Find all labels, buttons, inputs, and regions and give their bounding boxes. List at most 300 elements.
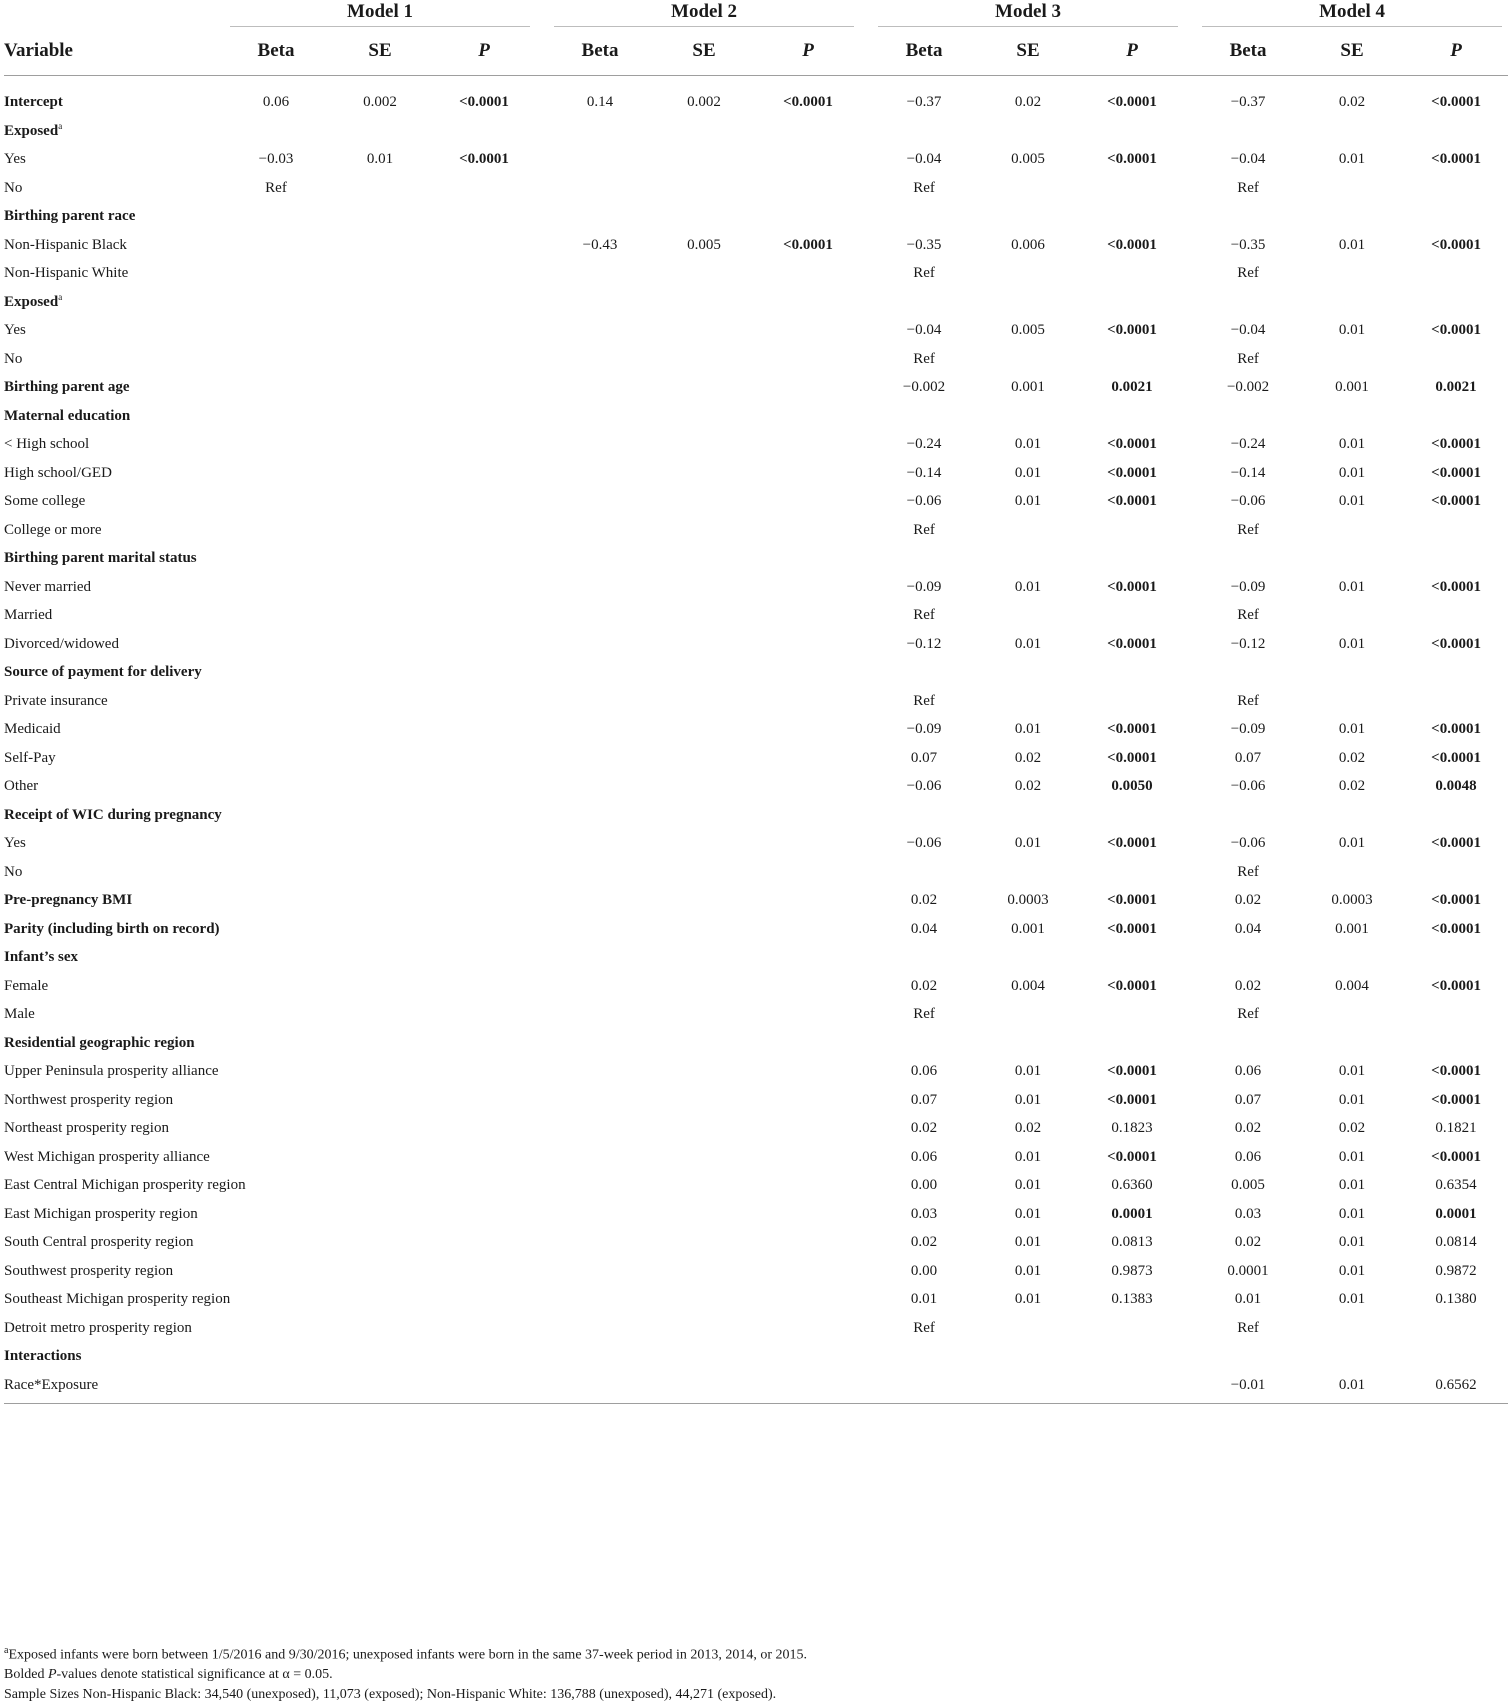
variable-label: College or more xyxy=(4,521,102,538)
se-cell xyxy=(976,345,1080,374)
table-row xyxy=(4,402,1508,431)
se-cell: 0.01 xyxy=(1338,151,1366,167)
se-cell xyxy=(652,972,756,1001)
se-cell xyxy=(652,459,756,488)
beta-cell xyxy=(548,1314,652,1343)
p-value-cell: 0.0001 xyxy=(1111,1205,1153,1222)
regression-table xyxy=(4,0,1508,1404)
p-value-cell: 0.0021 xyxy=(1435,379,1477,395)
beta-cell xyxy=(224,1200,328,1229)
model-3-header: Model 3 xyxy=(872,0,1184,27)
se-cell: 0.01 xyxy=(1014,436,1042,452)
beta-cell xyxy=(224,345,328,374)
p-value-cell xyxy=(432,117,536,146)
beta-cell: 0.02 xyxy=(910,1234,938,1250)
footnote-significance: Bolded P-values denote statistical significance at α = 0.05. xyxy=(4,1667,333,1683)
table-row xyxy=(4,1000,1508,1029)
se-cell: 0.01 xyxy=(1014,578,1042,595)
se-header: SE xyxy=(976,27,1080,76)
p-value-cell xyxy=(756,658,860,687)
se-cell xyxy=(328,1285,432,1314)
table-footnotes xyxy=(4,1641,1464,1704)
p-value-cell xyxy=(1080,174,1184,203)
p-value-cell xyxy=(432,1314,536,1343)
p-value-cell: <0.0001 xyxy=(1431,635,1481,652)
se-cell: 0.01 xyxy=(1338,1262,1366,1279)
p-value-cell xyxy=(432,259,536,288)
beta-cell: −0.37 xyxy=(906,94,942,110)
p-value-cell xyxy=(756,630,860,659)
se-cell xyxy=(652,573,756,602)
p-value-cell xyxy=(756,459,860,488)
p-value-cell xyxy=(432,658,536,687)
table-row xyxy=(4,1285,1508,1314)
se-cell: 0.01 xyxy=(1338,236,1366,253)
se-cell xyxy=(328,459,432,488)
se-cell: 0.01 xyxy=(1338,464,1366,481)
p-value-cell xyxy=(432,231,536,260)
p-value-cell xyxy=(1080,1029,1184,1058)
p-value-cell xyxy=(1404,601,1508,630)
p-value-cell xyxy=(432,373,536,402)
beta-cell xyxy=(548,487,652,516)
p-value-cell: <0.0001 xyxy=(1107,721,1157,737)
se-cell xyxy=(652,1285,756,1314)
beta-cell xyxy=(224,430,328,459)
se-cell: 0.01 xyxy=(1014,1262,1042,1279)
se-cell: 0.01 xyxy=(1014,1205,1042,1222)
se-cell xyxy=(1300,1029,1404,1058)
se-cell: 0.01 xyxy=(1338,1091,1366,1108)
beta-cell: 0.03 xyxy=(1234,1205,1262,1222)
variable-label: Married xyxy=(4,607,53,623)
table-row xyxy=(4,1342,1508,1371)
beta-cell xyxy=(224,1371,328,1404)
beta-cell xyxy=(1196,117,1300,146)
p-value-cell xyxy=(1080,858,1184,887)
beta-cell xyxy=(224,1314,328,1343)
p-value-cell: <0.0001 xyxy=(1107,835,1157,851)
p-value-cell xyxy=(756,117,860,146)
beta-cell xyxy=(224,259,328,288)
p-value-cell xyxy=(432,1171,536,1200)
p-value-cell: <0.0001 xyxy=(1431,1091,1481,1108)
se-cell xyxy=(976,1314,1080,1343)
se-cell xyxy=(1300,1342,1404,1371)
beta-cell: Ref xyxy=(913,350,935,367)
se-cell xyxy=(652,373,756,402)
se-cell: 0.005 xyxy=(687,236,721,253)
variable-label: South Central prosperity region xyxy=(4,1234,194,1250)
se-cell xyxy=(1300,943,1404,972)
se-cell: 0.006 xyxy=(1011,236,1045,253)
beta-cell xyxy=(548,1000,652,1029)
se-cell xyxy=(652,1029,756,1058)
table-row xyxy=(4,744,1508,773)
variable-label: Medicaid xyxy=(4,721,61,737)
se-cell: 0.01 xyxy=(1014,1177,1042,1193)
se-cell xyxy=(328,1057,432,1086)
p-value-cell xyxy=(1080,943,1184,972)
table-row xyxy=(4,231,1508,260)
model-header-row xyxy=(4,0,1508,27)
p-value-cell xyxy=(756,858,860,887)
se-cell xyxy=(328,744,432,773)
se-cell xyxy=(328,316,432,345)
p-value-cell xyxy=(432,1257,536,1286)
beta-cell xyxy=(224,630,328,659)
p-value-cell: 0.1380 xyxy=(1435,1291,1477,1307)
p-value-cell xyxy=(1080,801,1184,830)
se-header: SE xyxy=(652,27,756,76)
variable-label: Birthing parent marital status xyxy=(4,550,197,566)
beta-cell xyxy=(872,801,976,830)
se-cell: 0.01 xyxy=(1338,721,1366,737)
se-header: SE xyxy=(328,27,432,76)
se-cell xyxy=(652,715,756,744)
table-row xyxy=(4,430,1508,459)
se-cell xyxy=(976,687,1080,716)
table-row xyxy=(4,373,1508,402)
p-value-cell: <0.0001 xyxy=(1107,635,1157,652)
table-row xyxy=(4,1114,1508,1143)
se-cell xyxy=(652,1200,756,1229)
beta-cell: Ref xyxy=(1237,350,1259,367)
beta-header: Beta xyxy=(548,27,652,76)
se-cell xyxy=(328,1257,432,1286)
p-value-cell xyxy=(1080,516,1184,545)
se-cell xyxy=(652,1143,756,1172)
se-cell: 0.01 xyxy=(1014,1291,1042,1307)
se-cell xyxy=(328,174,432,203)
p-value-cell xyxy=(756,430,860,459)
beta-cell xyxy=(548,1200,652,1229)
p-value-cell xyxy=(756,1000,860,1029)
beta-cell xyxy=(548,1057,652,1086)
variable-label: Interactions xyxy=(4,1348,82,1364)
se-cell: 0.004 xyxy=(1011,977,1045,994)
beta-cell xyxy=(548,772,652,801)
beta-cell xyxy=(1196,1029,1300,1058)
se-cell xyxy=(328,1200,432,1229)
p-value-cell: <0.0001 xyxy=(1107,236,1157,253)
beta-cell: Ref xyxy=(1237,863,1259,880)
table-row xyxy=(4,544,1508,573)
beta-cell xyxy=(224,658,328,687)
variable-label: Non-Hispanic White xyxy=(4,265,129,281)
beta-cell: −0.04 xyxy=(1230,151,1266,167)
beta-cell: Ref xyxy=(913,521,935,538)
p-value-cell xyxy=(432,1114,536,1143)
se-cell: 0.01 xyxy=(1014,1234,1042,1250)
p-value-cell xyxy=(432,1057,536,1086)
beta-cell: −0.14 xyxy=(1230,464,1266,481)
se-cell xyxy=(976,943,1080,972)
se-cell xyxy=(652,658,756,687)
beta-cell xyxy=(224,231,328,260)
p-value-cell xyxy=(1080,259,1184,288)
se-cell xyxy=(328,259,432,288)
table-row xyxy=(4,573,1508,602)
p-value-cell: <0.0001 xyxy=(1431,721,1481,737)
p-value-cell xyxy=(756,373,860,402)
p-value-cell xyxy=(756,1371,860,1404)
beta-cell xyxy=(224,316,328,345)
p-value-cell: 0.6360 xyxy=(1111,1177,1153,1193)
p-value-cell xyxy=(1404,288,1508,317)
p-value-cell: <0.0001 xyxy=(1107,749,1157,766)
se-cell: 0.02 xyxy=(1338,778,1366,794)
se-cell xyxy=(976,259,1080,288)
table-row xyxy=(4,972,1508,1001)
p-value-cell xyxy=(756,915,860,944)
beta-cell: −0.09 xyxy=(1230,578,1266,595)
variable-label: Birthing parent age xyxy=(4,379,130,395)
variable-label: High school/GED xyxy=(4,464,112,481)
beta-cell xyxy=(548,658,652,687)
beta-cell xyxy=(1196,1342,1300,1371)
table-row xyxy=(4,630,1508,659)
p-value-cell xyxy=(1404,345,1508,374)
p-value-cell xyxy=(432,345,536,374)
se-cell xyxy=(328,972,432,1001)
p-value-cell xyxy=(756,202,860,231)
p-value-cell: <0.0001 xyxy=(1107,1063,1157,1079)
beta-cell xyxy=(548,402,652,431)
beta-cell: Ref xyxy=(913,1319,935,1336)
beta-cell: 0.06 xyxy=(910,1063,938,1079)
se-cell xyxy=(652,259,756,288)
se-cell xyxy=(652,829,756,858)
se-cell xyxy=(652,1228,756,1257)
se-cell: 0.002 xyxy=(687,94,721,110)
se-cell xyxy=(1300,544,1404,573)
se-cell xyxy=(328,1314,432,1343)
variable-label: Yes xyxy=(4,151,26,167)
se-cell xyxy=(328,373,432,402)
beta-cell xyxy=(224,402,328,431)
beta-cell xyxy=(548,915,652,944)
beta-cell xyxy=(1196,544,1300,573)
se-cell xyxy=(328,1171,432,1200)
p-value-cell: 0.1821 xyxy=(1435,1120,1477,1136)
se-cell xyxy=(652,744,756,773)
table-row xyxy=(4,316,1508,345)
p-value-cell xyxy=(1080,1000,1184,1029)
beta-cell: Ref xyxy=(1237,521,1259,538)
p-value-cell: <0.0001 xyxy=(459,94,509,110)
beta-cell xyxy=(548,972,652,1001)
se-cell xyxy=(328,1029,432,1058)
beta-cell xyxy=(224,1114,328,1143)
se-cell xyxy=(652,1342,756,1371)
se-cell xyxy=(328,886,432,915)
table-row xyxy=(4,1257,1508,1286)
beta-cell: 0.02 xyxy=(1234,977,1262,994)
se-cell xyxy=(1300,658,1404,687)
table-row xyxy=(4,1200,1508,1229)
beta-cell: 0.04 xyxy=(910,920,938,937)
p-value-cell: 0.6562 xyxy=(1404,1371,1508,1404)
variable-label: Female xyxy=(4,977,49,994)
p-value-cell xyxy=(756,259,860,288)
se-cell xyxy=(1300,117,1404,146)
p-value-cell xyxy=(1080,544,1184,573)
variable-label: Residential geographic region xyxy=(4,1034,195,1051)
beta-cell: 0.02 xyxy=(910,892,938,908)
se-cell xyxy=(1300,402,1404,431)
beta-cell xyxy=(548,1342,652,1371)
beta-cell: Ref xyxy=(1237,607,1259,623)
se-cell xyxy=(976,1029,1080,1058)
se-cell xyxy=(328,573,432,602)
beta-cell xyxy=(1196,943,1300,972)
se-cell xyxy=(652,1000,756,1029)
table-row xyxy=(4,516,1508,545)
se-cell: 0.01 xyxy=(1014,835,1042,851)
variable-label: No xyxy=(4,179,23,196)
beta-cell: Ref xyxy=(1237,179,1259,196)
p-value-cell xyxy=(432,829,536,858)
beta-cell: −0.002 xyxy=(1226,379,1270,395)
se-cell xyxy=(976,601,1080,630)
beta-cell xyxy=(872,1342,976,1371)
beta-cell: −0.37 xyxy=(1230,94,1266,110)
p-value-cell xyxy=(1404,1000,1508,1029)
p-value-cell: <0.0001 xyxy=(783,94,833,110)
beta-cell xyxy=(548,288,652,317)
p-value-cell xyxy=(1080,601,1184,630)
se-cell xyxy=(652,801,756,830)
variable-label: Upper Peninsula prosperity alliance xyxy=(4,1063,219,1079)
table-row xyxy=(4,88,1508,117)
beta-cell xyxy=(872,402,976,431)
p-value-cell xyxy=(756,801,860,830)
p-value-cell: <0.0001 xyxy=(1431,493,1481,509)
p-value-cell xyxy=(756,402,860,431)
p-value-cell xyxy=(432,1000,536,1029)
p-value-cell xyxy=(1080,1371,1184,1404)
se-cell xyxy=(328,117,432,146)
p-value-cell xyxy=(432,744,536,773)
se-cell: 0.02 xyxy=(1014,94,1042,110)
beta-cell: −0.002 xyxy=(902,379,946,395)
beta-cell xyxy=(548,459,652,488)
table-row xyxy=(4,1086,1508,1115)
beta-cell xyxy=(872,1371,976,1404)
beta-cell: −0.06 xyxy=(1230,835,1266,851)
p-value-cell: <0.0001 xyxy=(1431,977,1481,994)
p-value-cell xyxy=(756,487,860,516)
p-header: P xyxy=(1080,27,1184,76)
table-row xyxy=(4,345,1508,374)
beta-cell: −0.06 xyxy=(906,778,942,794)
p-value-cell xyxy=(432,630,536,659)
se-cell xyxy=(328,288,432,317)
beta-cell xyxy=(548,430,652,459)
beta-cell: 0.06 xyxy=(910,1148,938,1165)
variable-label: Birthing parent race xyxy=(4,208,136,224)
se-cell xyxy=(328,1342,432,1371)
p-value-cell: <0.0001 xyxy=(1107,436,1157,452)
beta-cell xyxy=(548,744,652,773)
p-value-cell: <0.0001 xyxy=(1431,1063,1481,1079)
beta-cell xyxy=(224,117,328,146)
p-value-cell xyxy=(1404,858,1508,887)
p-value-cell xyxy=(756,687,860,716)
p-value-cell xyxy=(1404,1314,1508,1343)
p-value-cell xyxy=(756,744,860,773)
p-value-cell xyxy=(432,915,536,944)
p-value-cell xyxy=(1404,544,1508,573)
p-value-cell: 0.0813 xyxy=(1111,1234,1153,1250)
p-header: P xyxy=(756,27,860,76)
beta-cell xyxy=(224,1029,328,1058)
beta-cell: −0.04 xyxy=(906,322,942,338)
se-cell xyxy=(976,544,1080,573)
p-value-cell: <0.0001 xyxy=(1107,977,1157,994)
beta-cell xyxy=(872,202,976,231)
beta-cell xyxy=(548,715,652,744)
p-value-cell: <0.0001 xyxy=(1107,464,1157,481)
p-value-cell: 0.0021 xyxy=(1111,379,1153,395)
p-value-cell xyxy=(756,943,860,972)
beta-cell xyxy=(224,601,328,630)
se-cell xyxy=(652,1114,756,1143)
p-value-cell xyxy=(432,459,536,488)
se-cell xyxy=(976,202,1080,231)
beta-cell: 0.02 xyxy=(910,1120,938,1136)
p-value-cell xyxy=(1404,658,1508,687)
beta-cell xyxy=(548,1228,652,1257)
p-value-cell xyxy=(756,1228,860,1257)
p-value-cell xyxy=(756,972,860,1001)
se-cell xyxy=(1300,1314,1404,1343)
variable-label: Non-Hispanic Black xyxy=(4,236,127,253)
beta-cell xyxy=(224,915,328,944)
se-cell xyxy=(652,430,756,459)
beta-cell xyxy=(224,288,328,317)
beta-cell: −0.09 xyxy=(1230,721,1266,737)
p-value-cell: <0.0001 xyxy=(1107,892,1157,908)
table-row xyxy=(4,145,1508,174)
se-cell: 0.02 xyxy=(1338,1120,1366,1136)
se-cell xyxy=(328,345,432,374)
se-cell xyxy=(652,1371,756,1404)
se-cell xyxy=(652,145,756,174)
beta-cell: 0.06 xyxy=(1234,1148,1262,1165)
se-cell xyxy=(1300,259,1404,288)
se-cell xyxy=(652,1171,756,1200)
se-cell: 0.02 xyxy=(1338,94,1366,110)
beta-cell: −0.06 xyxy=(1230,493,1266,509)
se-cell: 0.001 xyxy=(1335,920,1369,937)
beta-cell: −0.14 xyxy=(906,464,942,481)
beta-cell: −0.43 xyxy=(582,236,618,253)
se-cell xyxy=(976,1371,1080,1404)
p-value-cell xyxy=(1080,402,1184,431)
beta-cell xyxy=(872,117,976,146)
se-cell: 0.01 xyxy=(1338,578,1366,595)
beta-cell xyxy=(1196,801,1300,830)
beta-cell: 0.07 xyxy=(1234,749,1262,766)
p-value-cell xyxy=(756,772,860,801)
se-cell xyxy=(652,915,756,944)
p-value-cell xyxy=(756,1285,860,1314)
p-value-cell: 0.1383 xyxy=(1111,1291,1153,1307)
p-value-cell: <0.0001 xyxy=(1107,1148,1157,1165)
p-value-cell xyxy=(432,1371,536,1404)
